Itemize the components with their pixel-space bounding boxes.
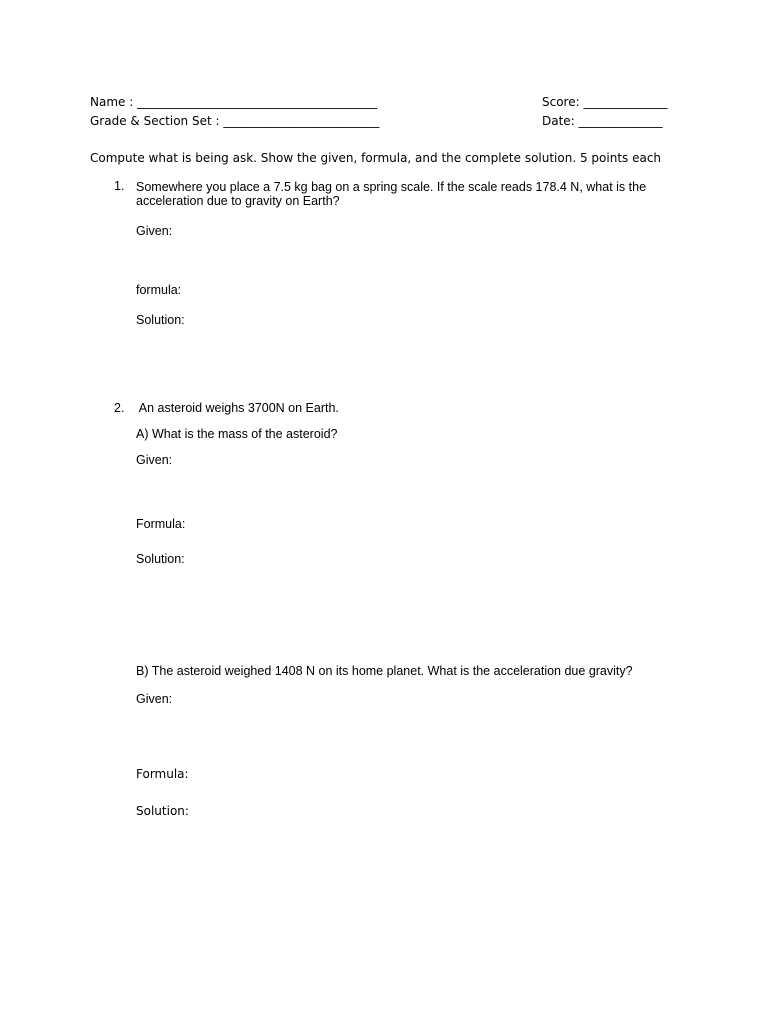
question-2b-given-label: Given: [136, 692, 173, 706]
question-1-number: 1. [114, 179, 125, 193]
question-2a-text: A) What is the mass of the asteroid? [136, 427, 338, 441]
question-2a-solution-label: Solution: [136, 552, 185, 566]
date-field-label: Date: ______________ [542, 114, 663, 128]
question-2b-text: B) The asteroid weighed 1408 N on its home planet. What is the acceleration due gravity? [136, 664, 633, 678]
score-field-label: Score: ______________ [542, 95, 668, 109]
question-1-given-label: Given: [136, 224, 173, 238]
question-1-formula-label: formula: [136, 283, 182, 297]
question-2b-solution-label: Solution: [136, 804, 189, 818]
instructions: Compute what is being ask. Show the given, formula, and the complete solution. 5 points each [90, 151, 662, 165]
question-2-text: An asteroid weighs 3700N on Earth. [136, 401, 339, 415]
grade-section-field-label: Grade & Section Set : __________________________ [90, 114, 380, 128]
question-2b-formula-label: Formula: [136, 767, 189, 781]
question-1-text: Somewhere you place a 7.5 kg bag on a spring scale. If the scale reads 178.4 N, what is the acceleration due to gravity on Earth? [136, 180, 647, 208]
question-1-solution-label: Solution: [136, 313, 185, 327]
question-2a-formula-label: Formula: [136, 517, 186, 531]
question-2a-given-label: Given: [136, 453, 173, 467]
question-2-number: 2. [114, 401, 125, 415]
name-field-label: Name : ________________________________________ [90, 95, 378, 109]
